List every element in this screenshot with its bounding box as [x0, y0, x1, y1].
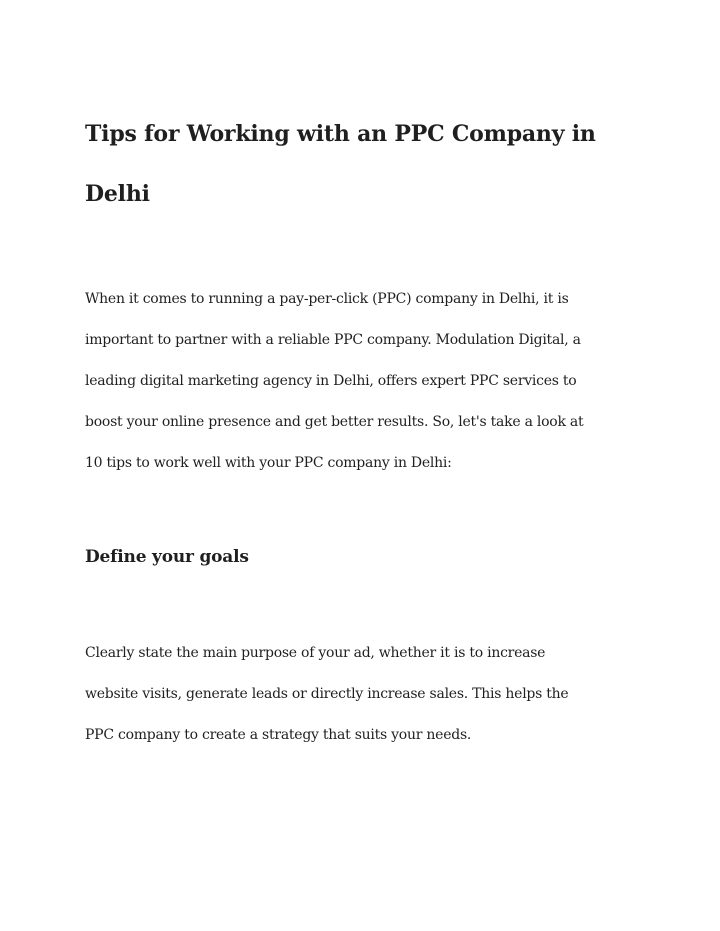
- section-line-3: PPC company to create a strategy that suits your needs.: [85, 727, 472, 743]
- intro-line-4: boost your online presence and get better results. So, let's take a look at: [85, 414, 584, 430]
- intro-line-3: leading digital marketing agency in Delhi, offers expert PPC services to: [85, 373, 577, 389]
- section-line-2: website visits, generate leads or directly increase sales. This helps the: [85, 686, 569, 702]
- intro-line-2: important to partner with a reliable PPC company. Modulation Digital, a: [85, 332, 581, 348]
- intro-line-5: 10 tips to work well with your PPC company in Delhi:: [85, 455, 452, 471]
- title-line-2: Delhi: [85, 181, 150, 207]
- document-title: [85, 104, 645, 224]
- section-heading: Define your goals: [85, 547, 249, 567]
- intro-line-1: When it comes to running a pay-per-click (PPC) company in Delhi, it is: [85, 291, 569, 307]
- section-line-1: Clearly state the main purpose of your ad, whether it is to increase: [85, 645, 546, 661]
- title-line-1: Tips for Working with an PPC Company in: [85, 121, 596, 147]
